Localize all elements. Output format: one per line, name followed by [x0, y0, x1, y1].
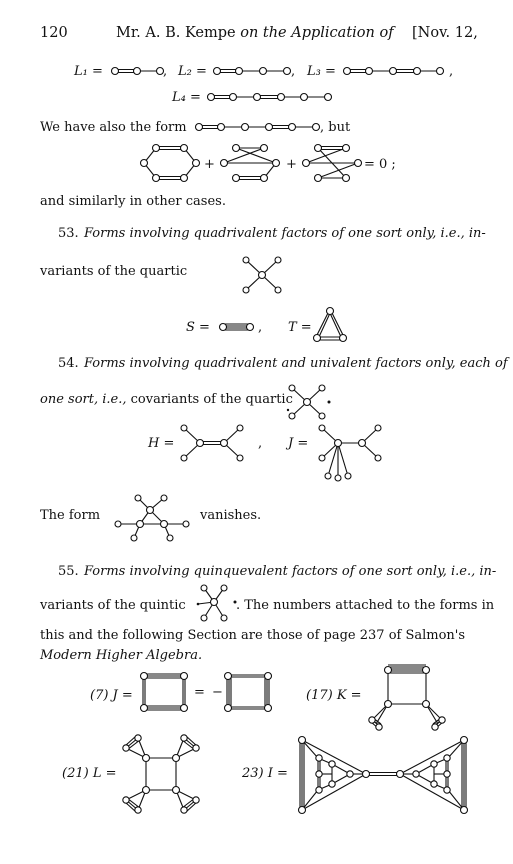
diagram-h — [174, 420, 250, 466]
section-55-line2-rest: . The numbers attached to the forms in — [236, 598, 495, 613]
running-title-author: Mr. A. B. Kempe — [116, 25, 236, 41]
section-54-title: Forms involving quadrivalent and univalent factors only, each of — [84, 356, 508, 371]
diagram-l21 — [118, 732, 204, 816]
formula-h-label: H = — [148, 436, 175, 451]
section-55-title: Forms involving quinquevalent factors of one sort only, i.e., in- — [84, 564, 497, 579]
equals-zero: = 0 ; — [364, 157, 396, 172]
diagram-quartic-factor — [236, 252, 288, 298]
formula-j7-label: (7) J = — [90, 688, 133, 703]
equals-sign: = — [194, 685, 205, 700]
section-55-line4: Modern Higher Algebra. — [40, 648, 203, 663]
formula-s-label: S = — [186, 320, 210, 335]
section-54-number: 54. — [58, 356, 79, 371]
running-title — [116, 26, 394, 41]
formula-j-label: J = — [288, 436, 309, 451]
section-55-line3: this and the following Section are those of page 237 of Salmon's — [40, 628, 466, 643]
formula-l4-label: L₄ = — [172, 90, 201, 105]
section-53-number: 53. — [58, 226, 79, 241]
hexagon-form-2 — [221, 145, 280, 182]
diagram-l4 — [206, 88, 336, 106]
plus-sign: + — [204, 157, 215, 172]
comma: , — [449, 64, 454, 79]
running-title-italic: on the Application of — [240, 25, 394, 41]
plus-sign: + — [286, 157, 297, 172]
diagram-i23 — [292, 734, 474, 818]
diagram-also-form — [194, 118, 324, 136]
text-but: , but — [320, 120, 351, 135]
section-54-line2-italic: one sort, i.e., — [40, 392, 127, 407]
diagram-j7 — [136, 668, 276, 720]
comma: , — [163, 64, 168, 79]
page-number: 120 — [40, 25, 68, 41]
minus-sign: − — [212, 685, 223, 700]
text-vanishes: vanishes. — [200, 508, 262, 523]
section-55-number: 55. — [58, 564, 79, 579]
formula-l1-label: L₁ = — [74, 64, 103, 79]
formula-l21-label: (21) L = — [62, 766, 117, 781]
square-form-j7-a — [141, 673, 188, 712]
comma: , — [258, 320, 263, 335]
text-similarly: and similarly in other cases. — [40, 194, 226, 209]
formula-i23-label: 23) I = — [242, 766, 288, 781]
diagram-vanishing-form — [112, 488, 194, 548]
text-the-form: The form — [40, 508, 101, 523]
hexagon-form-3 — [303, 145, 362, 182]
diagram-l3 — [342, 62, 450, 80]
diagram-sum-zero — [138, 140, 418, 190]
diagram-l1 — [110, 62, 170, 80]
diagram-k17 — [364, 658, 450, 734]
text-also-form: We have also the form — [40, 120, 187, 135]
section-54-line2 — [40, 392, 293, 407]
section-54-line2-rest: covariants of the quartic — [130, 392, 293, 407]
section-55-line2: variants of the quintic — [40, 598, 186, 613]
diagram-quintic-factor — [190, 580, 240, 630]
comma: , — [291, 64, 296, 79]
comma: , — [258, 436, 263, 451]
section-53-title: Forms involving quadrivalent factors of one sort only, i.e., in- — [84, 226, 486, 241]
square-form-j7-b — [225, 673, 272, 712]
formula-k17-label: (17) K = — [306, 688, 362, 703]
diagram-l2 — [212, 62, 296, 80]
diagram-j — [310, 420, 390, 486]
formula-t-label: T = — [288, 320, 312, 335]
formula-l3-label: L₃ = — [307, 64, 336, 79]
formula-l2-label: L₂ = — [178, 64, 207, 79]
hexagon-form-1 — [141, 145, 200, 182]
running-date: [Nov. 12, — [412, 25, 478, 41]
diagram-t-triangle — [312, 306, 348, 344]
section-53-line2: variants of the quartic — [40, 264, 188, 279]
